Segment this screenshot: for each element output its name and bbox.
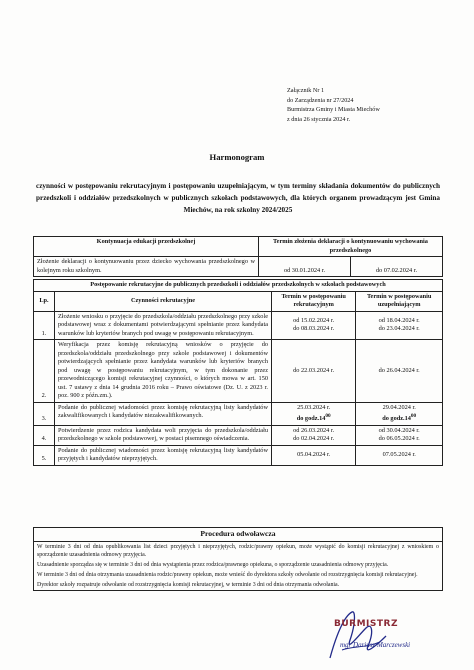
continuation-header-right: Termin złożenia deklaracji o kontynuowaniu wychowania przedszkolnego: [259, 237, 443, 257]
annex-line-4: z dnia 26 stycznia 2024 r.: [287, 115, 351, 123]
appeal-procedure-box: [33, 527, 443, 591]
recruitment-table: [33, 279, 443, 466]
main-date-to: do 08.03.2024 r.: [293, 325, 335, 333]
main-time: do $godz.14^{00}$: [296, 413, 331, 423]
appeal-paragraph-1: W terminie 3 dni od dnia opublikowania list dzieci przyjętych i nieprzyjętych, rodzic/prawny opiekun, może wystąpić do komisji rekrutacyjnej z wnioskiem o sporządzenie uzasadnienia odmowy przyjęcia.: [37, 544, 439, 558]
row-supp-term: [356, 425, 443, 445]
row-activity: Weryfikacja przez komisję rekrutacyjną wniosków o przyjęcie do przedszkola/oddziału przedszkolnego przy szkole podstawowej i dokumentów potwierdzających spełnianie przez kandydata warunków lub kryteriów branych pod uwagę w postępowaniu rekrutacyjnym, w tym dokonanie przez przewodniczącego komisji rekrutacyjnej czynności, o których mowa w art. 150 ust. 7 ustawy z dnia 14 grudnia 2016 roku – Prawo oświatowe (Dz. U. z 2023 r. poz. 900 z późn.zm.).: [55, 340, 272, 403]
row-activity: Złożenie wniosku o przyjęcie do przedszkola/oddziału przedszkolnego przy szkole podstawowej wraz z dokumentami potwierdzającymi spełnianie przez kandydata warunków lub kryteriów branych pod uwagę w postępowaniu rekrutacyjnym.: [55, 311, 272, 340]
row-lp: 4.: [34, 425, 55, 445]
row-activity: Podanie do publicznej wiadomości przez komisję rekrutacyjną listy kandydatów przyjętych i kandydatów nieprzyjętych.: [55, 445, 272, 465]
row-activity: Potwierdzenie przez rodzica kandydata woli przyjęcia do przedszkola/oddziału przedszkolnego w szkole podstawowej, w postaci pisemnego oświadczenia.: [55, 425, 272, 445]
row-main-term: [272, 425, 356, 445]
annex-line-2: do Zarządzenia nr 27/2024: [287, 96, 354, 104]
row-main-term: do 22.03.2024 r.: [272, 340, 356, 403]
recruitment-section-title: Postępowanie rekrutacyjne do publicznych przedszkoli i oddziałów przedszkolnych w szkołach podstawowych: [34, 280, 443, 292]
continuation-date-to: do 07.02.2024 r.: [350, 257, 442, 277]
supp-date-to: do 23.04.2024 r.: [378, 325, 420, 333]
appeal-title: Procedura odwoławcza: [34, 528, 442, 542]
table-row: [34, 402, 443, 425]
signature-scribble-icon: [322, 606, 392, 666]
col-main-term: Termin w postępowaniu rekrutacyjnym: [272, 291, 356, 311]
table-row: [34, 340, 443, 403]
appeal-paragraph-3: W terminie 3 dni od dnia otrzymania uzasadnienia rodzic/prawny opiekun, może wnieść do dyrektora szkoły odwołanie od rozstrzygnięcia komisji rekrutacyjnej.: [37, 572, 418, 578]
table-row: [34, 425, 443, 445]
col-lp: Lp.: [34, 291, 55, 311]
annex-line-1: Załącznik Nr 1: [287, 87, 325, 94]
document-intro: czynności w postępowaniu rekrutacyjnym i postępowaniu uzupełniającym, w tym terminy składania dokumentów do publicznych przedszkoli i oddziałów przedszkolnych w publicznych szkołach podstawowych, dla których organem prowadzącym jest Gmina Miechów, na rok szkolny 2024/2025: [36, 182, 440, 215]
continuation-table: [33, 236, 443, 277]
continuation-header-left: Kontynuacja edukacji przedszkolnej: [34, 237, 259, 257]
continuation-row-text: Złożenie deklaracji o kontynuowaniu przez dziecko wychowania przedszkolnego w kolejnym roku szkolnym.: [34, 257, 259, 277]
row-main-term: 05.04.2024 r.: [272, 445, 356, 465]
row-lp: 3.: [34, 402, 55, 425]
annex-header: [287, 86, 380, 124]
appeal-paragraph-2: Uzasadnienie sporządza się w terminie 3 dni od dnia wystąpienia przez rodzica/prawnego opiekuna, o sporządzenie uzasadnienia odmowy przyjęcia.: [37, 562, 389, 568]
row-main-term: [272, 402, 356, 425]
supp-date-to: do 06.05.2024 r.: [378, 435, 420, 443]
appeal-paragraph-4: Dyrektor szkoły rozpatruje odwołanie od rozstrzygnięcia komisji rekrutacyjnej, w terminie 3 dni od dnia otrzymania odwołania.: [37, 582, 340, 588]
main-date-from: od 15.02.2024 r.: [293, 316, 335, 324]
row-lp: 1.: [34, 311, 55, 340]
main-date-to: do 02.04.2024 r.: [293, 435, 335, 443]
row-main-term: [272, 311, 356, 340]
mayor-stamp: BURMISTRZ: [334, 619, 398, 629]
row-lp: 5.: [34, 445, 55, 465]
continuation-date-from: od 30.01.2024 r.: [259, 257, 351, 277]
row-supp-term: 07.05.2024 r.: [356, 445, 443, 465]
col-supp-term: Termin w postępowaniu uzupełniającym: [356, 291, 443, 311]
main-date: 25.03.2024 r.: [297, 403, 331, 411]
row-activity: Podanie do publicznej wiadomości przez komisję rekrutacyjną listy kandydatów zakwalifikowanych i kandydatów niezakwalifikowanych.: [55, 402, 272, 425]
row-supp-term: [356, 311, 443, 340]
annex-line-3: Burmistrza Gminy i Miasta Miechów: [287, 106, 380, 114]
supp-date: 29.04.2024 r.: [382, 403, 416, 411]
main-date-from: od 26.03.2024 r.: [293, 426, 335, 434]
supp-date-from: od 30.04.2024 r.: [378, 426, 420, 434]
row-supp-term: do 26.04.2024 r.: [356, 340, 443, 403]
document-title: Harmonogram: [209, 152, 265, 162]
table-row: [34, 311, 443, 340]
row-lp: 2.: [34, 340, 55, 403]
supp-date-from: od 18.04.2024 r.: [378, 316, 420, 324]
col-activity: Czynności rekrutacyjne: [55, 291, 272, 311]
signature-name: mgr Dariusz Marczewski: [340, 641, 411, 649]
row-supp-term: [356, 402, 443, 425]
table-row: [34, 445, 443, 465]
supp-time: do $godz.14^{00}$: [382, 413, 417, 423]
